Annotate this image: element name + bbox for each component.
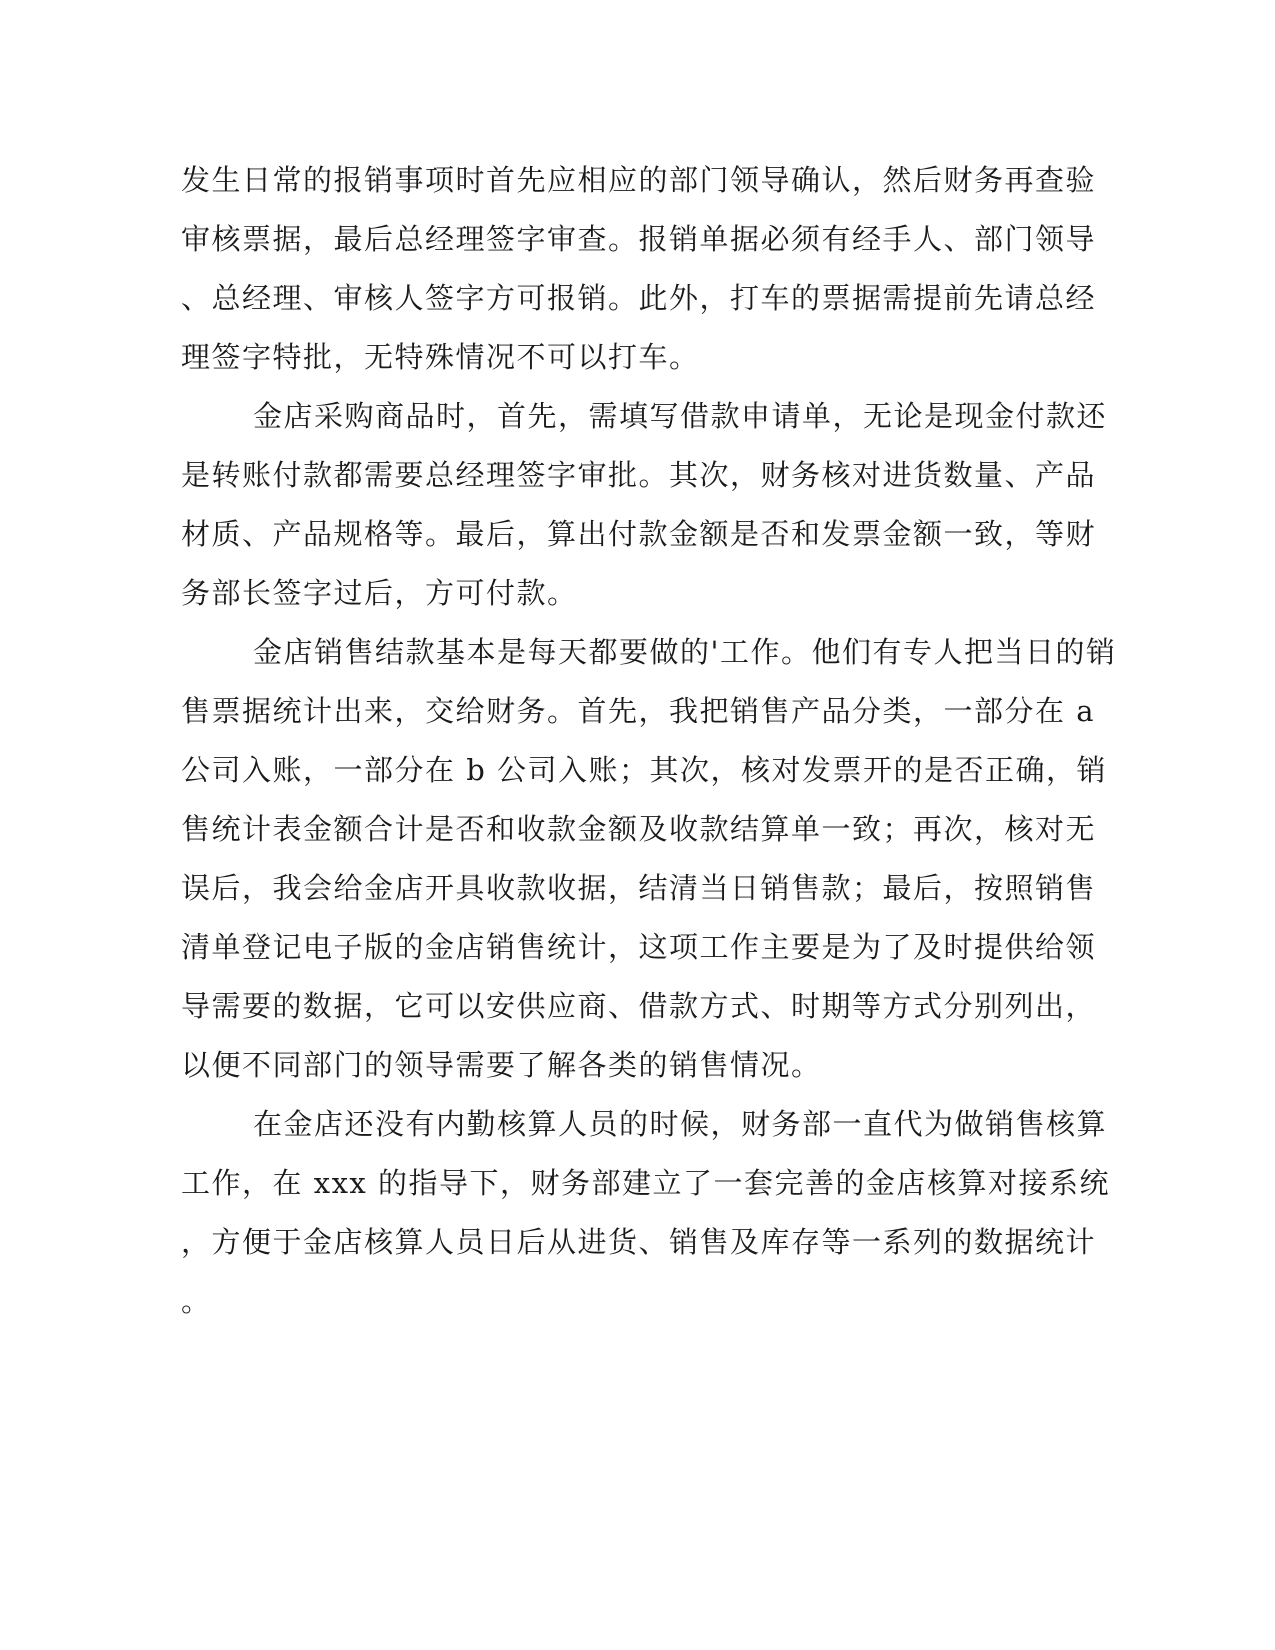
paragraph-3-line-8: 以便不同部门的领导需要了解各类的销售情况。	[181, 1048, 822, 1082]
paragraph-4-line-4: 。	[181, 1284, 212, 1318]
paragraph-2-line-3: 材质、产品规格等。最后，算出付款金额是否和发票金额一致，等财	[181, 517, 1097, 551]
paragraph-1-line-3: 、总经理、审核人签字方可报销。此外，打车的票据需提前先请总经	[181, 281, 1097, 315]
paragraph-3-line-5: 误后，我会给金店开具收款收据，结清当日销售款；最后，按照销售	[181, 871, 1097, 905]
paragraph-4-line-1: 在金店还没有内勤核算人员的时候，财务部一直代为做销售核算	[253, 1107, 1108, 1141]
paragraph-3-line-6: 清单登记电子版的金店销售统计，这项工作主要是为了及时提供给领	[181, 930, 1097, 964]
paragraph-3-line-3: 公司入账，一部分在 b 公司入账；其次，核对发票开的是否正确，销	[181, 753, 1108, 787]
paragraph-2-line-1: 金店采购商品时，首先，需填写借款申请单，无论是现金付款还	[253, 399, 1108, 433]
paragraph-3-line-7: 导需要的数据，它可以安供应商、借款方式、时期等方式分别列出，	[181, 989, 1097, 1023]
paragraph-3-line-2: 售票据统计出来，交给财务。首先，我把销售产品分类，一部分在 a	[181, 694, 1096, 728]
paragraph-2-line-4: 务部长签字过后，方可付款。	[181, 576, 578, 610]
paragraph-3-line-4: 售统计表金额合计是否和收款金额及收款结算单一致；再次，核对无	[181, 812, 1097, 846]
paragraph-1-line-1: 发生日常的报销事项时首先应相应的部门领导确认，然后财务再查验	[181, 163, 1097, 197]
paragraph-4-line-3: ，方便于金店核算人员日后从进货、销售及库存等一系列的数据统计	[181, 1225, 1097, 1259]
paragraph-1-line-2: 审核票据，最后总经理签字审查。报销单据必须有经手人、部门领导	[181, 222, 1097, 256]
paragraph-3-line-1: 金店销售结款基本是每天都要做的'工作。他们有专人把当日的销	[253, 635, 1117, 669]
paragraph-4-line-2: 工作，在 xxx 的指导下，财务部建立了一套完善的金店核算对接系统	[181, 1166, 1111, 1200]
paragraph-1-line-4: 理签字特批，无特殊情况不可以打车。	[181, 340, 700, 374]
paragraph-2-line-2: 是转账付款都需要总经理签字审批。其次，财务核对进货数量、产品	[181, 458, 1097, 492]
